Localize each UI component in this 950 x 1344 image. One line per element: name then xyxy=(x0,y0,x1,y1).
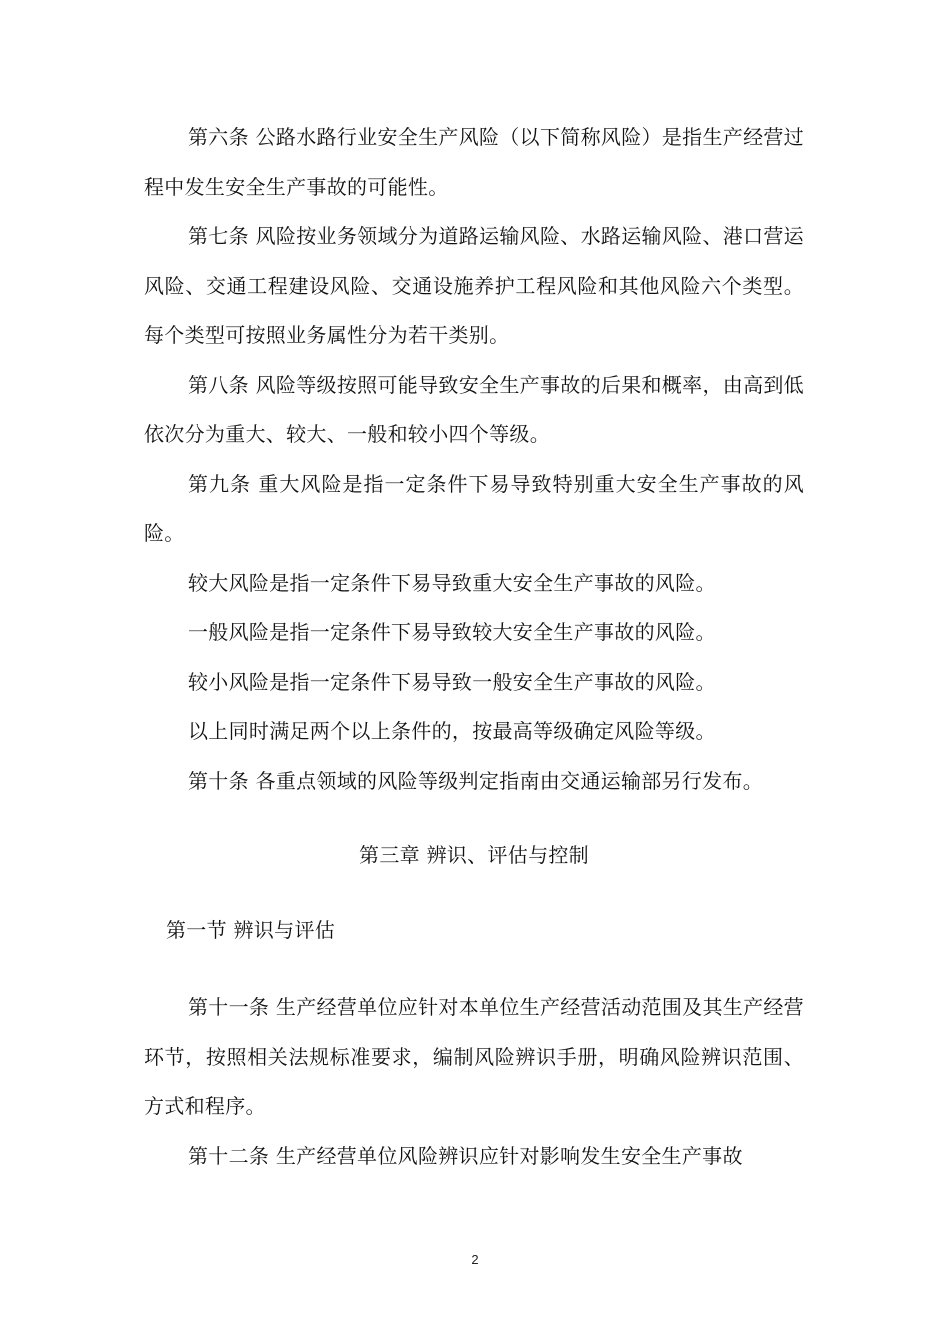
paragraph-article-10: 第十条 各重点领域的风险等级判定指南由交通运输部另行发布。 xyxy=(188,768,764,793)
document-body xyxy=(144,113,804,1181)
paragraph-major-risk-definition: 较大风险是指一定条件下易导致重大安全生产事故的风险。 xyxy=(188,570,716,595)
paragraph-article-7: 第七条 风险按业务领域分为道路运输风险、水路运输风险、港口营运风险、交通工程建设风险、交通设施养护工程风险和其他风险六个类型。每个类型可按照业务属性分为若干类别。 xyxy=(144,224,804,347)
chapter-heading: 第三章 辨识、评估与控制 xyxy=(359,843,589,867)
paragraph-article-6: 第六条 公路水路行业安全生产风险（以下简称风险）是指生产经营过程中发生安全生产事故的可能性。 xyxy=(144,125,804,199)
paragraph-article-9: 第九条 重大风险是指一定条件下易导致特别重大安全生产事故的风险。 xyxy=(144,471,804,545)
page-number: 2 xyxy=(471,1252,479,1267)
paragraph-general-risk-definition: 一般风险是指一定条件下易导致较大安全生产事故的风险。 xyxy=(188,620,716,644)
paragraph-highest-level-rule: 以上同时满足两个以上条件的，按最高等级确定风险等级。 xyxy=(188,719,716,743)
paragraph-article-11: 第十一条 生产经营单位应针对本单位生产经营活动范围及其生产经营环节，按照相关法规标准要求，编制风险辨识手册，明确风险辨识范围、方式和程序。 xyxy=(144,995,804,1118)
paragraph-minor-risk-definition: 较小风险是指一定条件下易导致一般安全生产事故的风险。 xyxy=(188,669,716,694)
section-heading: 第一节 辨识与评估 xyxy=(166,917,336,942)
paragraph-article-12: 第十二条 生产经营单位风险辨识应针对影响发生安全生产事故 xyxy=(188,1143,743,1168)
paragraph-article-8: 第八条 风险等级按照可能导致安全生产事故的后果和概率，由高到低依次分为重大、较大、一般和较小四个等级。 xyxy=(144,372,804,446)
